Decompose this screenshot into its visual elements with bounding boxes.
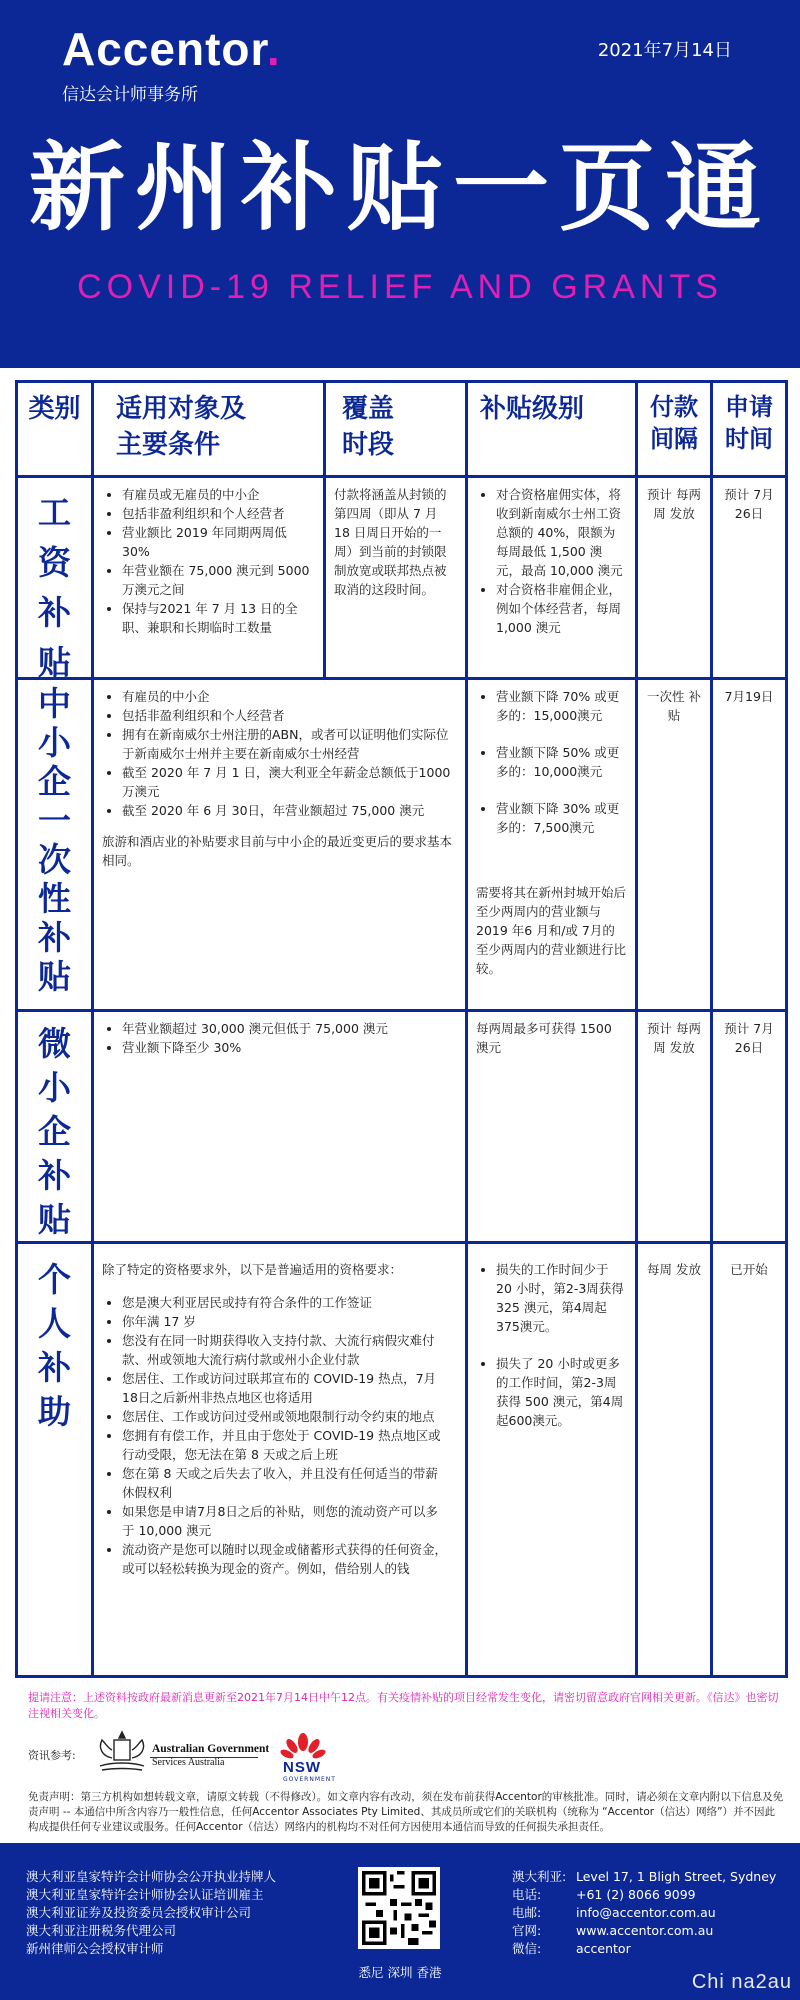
page-subtitle: COVID-19 RELIEF AND GRANTS [77, 268, 723, 306]
header-payment-line1: 付款 [650, 393, 698, 421]
apply-cell [710, 1012, 788, 1241]
header-eligibility-line2: 主要条件 [116, 430, 221, 460]
eligibility-list [102, 485, 315, 637]
header-banner [0, 0, 800, 368]
watermark: Chi na2au [691, 1971, 792, 1993]
table-row-individual-support [15, 1241, 788, 1675]
contact-phone [512, 1886, 776, 1904]
header-category [15, 383, 91, 475]
level-cell [465, 680, 635, 1009]
list-item: • 营业额下降 30% 或更多的：7,500澳元 [496, 799, 627, 837]
eligibility-cell [91, 1244, 465, 1675]
eligibility-list [102, 1019, 457, 1057]
nsw-logo-text: NSW [283, 1759, 321, 1776]
eligibility-list [102, 687, 457, 820]
category-char: 企 [38, 1112, 71, 1151]
gov-divider [150, 1757, 258, 1758]
category-char: 补 [38, 1348, 71, 1387]
list-item: • 有雇员或无雇员的中小企 [122, 485, 315, 504]
apply-cell [710, 1244, 788, 1675]
list-item: • 您拥有有偿工作，并且由于您处于 COVID-19 热点地区或行动受限，您无法在第 8 天或之后上班 [122, 1426, 447, 1464]
list-item: • 您在第 8 天或之后失去了收入，并且没有任何适当的带薪休假权利 [122, 1464, 447, 1502]
payment-text: 预计 每两周 发放 [647, 1021, 701, 1055]
list-item: • 流动资产是您可以随时以现金或储蓄形式获得的任何资金，或可以轻松转换为现金的资产。例如，借给别人的钱 [122, 1540, 447, 1578]
payment-text: 一次性 补贴 [647, 689, 701, 723]
contact-label: 电邮: [512, 1905, 542, 1920]
apply-text: 7月19日 [724, 689, 774, 704]
list-item: • 拥有在新南威尔士州注册的ABN，或者可以证明他们实际位于新南威尔士州并主要在新南威尔士州经营 [122, 725, 457, 763]
category-char: 补 [38, 593, 71, 632]
eligibility-cell [91, 1012, 465, 1241]
contact-value[interactable]: info@accentor.com.au [576, 1905, 716, 1920]
eligibility-note: 旅游和酒店业的补贴要求目前与中小企的最近变更后的要求基本相同。 [102, 834, 453, 868]
header-payment-line2: 间隔 [650, 425, 698, 453]
apply-cell [710, 680, 788, 1009]
category-char: 贴 [38, 957, 71, 996]
category-char: 次 [38, 840, 71, 879]
australian-government-logo [152, 1742, 269, 1770]
list-item: • 损失的工作时间少于 20 小时，第2-3周获得 325 澳元，第4周起375澳元。 [496, 1260, 627, 1336]
logo-text: Accentor [62, 23, 267, 75]
category-individual-support [15, 1244, 91, 1675]
list-item: • 营业额下降至少 30% [122, 1038, 457, 1057]
header-apply-line1: 申请 [725, 393, 773, 421]
category-char: 一 [38, 801, 71, 840]
category-char: 助 [38, 1392, 71, 1431]
level-cell [465, 478, 635, 677]
header-eligibility [91, 383, 323, 475]
references-label: 资讯参考: [28, 1749, 76, 1762]
list-item: • 包括非盈利组织和个人经营者 [122, 706, 457, 725]
category-sme-one-off [15, 680, 91, 1009]
credential-item: 澳大利亚皇家特许会计师协会公开执业持牌人 [26, 1869, 277, 1884]
contact-value[interactable]: +61 (2) 8066 9099 [576, 1887, 696, 1902]
category-wage-subsidy [15, 478, 91, 677]
category-char: 人 [38, 1304, 71, 1343]
logo-dot: . [266, 23, 281, 75]
category-char: 企 [38, 762, 71, 801]
credential-item: 澳大利亚皇家特许会计师协会认证培训雇主 [26, 1887, 264, 1902]
contact-label: 微信: [512, 1941, 542, 1956]
category-char: 中 [38, 684, 71, 723]
table-header-row [15, 380, 788, 475]
update-notice: 提请注意：上述资料按政府最新消息更新至2021年7月14日中午12点。有关疫情补贴的项目经常发生变化，请密切留意政府官网相关更新。《信达》也密切注视相关变化。 [28, 1691, 779, 1720]
category-char: 贴 [38, 1200, 71, 1239]
header-payment [635, 383, 710, 475]
apply-text: 预计 7月26日 [724, 487, 774, 521]
category-char: 小 [38, 723, 71, 762]
table-row-wage-subsidy [15, 475, 788, 677]
list-item: • 您是澳大利亚居民或持有符合条件的工作签证 [122, 1293, 447, 1312]
contact-label: 官网: [512, 1923, 542, 1938]
eligibility-cell [91, 680, 465, 1009]
page-title: 新州补贴一页通 [29, 132, 771, 244]
category-char: 个 [38, 1260, 71, 1299]
list-item: • 保持与2021 年 7 月 13 日的全职、兼职和长期临时工数量 [122, 599, 315, 637]
list-item: • 营业额下降 50% 或更多的：10,000澳元 [496, 743, 627, 781]
level-text: 每两周最多可获得 1500 澳元 [476, 1021, 612, 1055]
list-item: • 对合资格雇佣实体，将收到新南威尔士州工资总额的 40%，限额为每周最低 1,500 澳元，最高 10,000 澳元 [496, 485, 627, 580]
payment-cell [635, 478, 710, 677]
contact-wechat [512, 1940, 776, 1958]
list-item: • 如果您是申请7月8日之后的补贴，则您的流动资产可以多于 10,000 澳元 [122, 1502, 447, 1540]
level-list [476, 687, 627, 837]
list-item: • 损失了 20 小时或更多的工作时间，第2-3周获得 500 澳元，第4周起600澳元。 [496, 1354, 627, 1430]
payment-text: 预计 每两周 发放 [647, 487, 701, 521]
list-item: • 您居住、工作或访问过联邦宣布的 COVID-19 热点，7月18日之后新州非热点地区也将适用 [122, 1369, 447, 1407]
list-item: • 营业额比 2019 年同期两周低 30% [122, 523, 315, 561]
category-char: 微 [38, 1024, 71, 1063]
header-period-line2: 时段 [342, 430, 395, 460]
level-note: 需要将其在新州封城开始后至少两周内的营业额与2019 年6 月和/或 7月的至少两周内的营业额进行比较。 [476, 885, 627, 976]
category-char: 小 [38, 1068, 71, 1107]
eligibility-cell [91, 478, 323, 677]
header-category-label: 类别 [28, 394, 81, 424]
contact-website [512, 1922, 776, 1940]
credentials-list [26, 1868, 276, 1958]
list-item: • 您没有在同一时期获得收入支持付款、大流行病假灾难付款、州或领地大流行病付款或州小企业付款 [122, 1331, 447, 1369]
level-list [476, 485, 627, 637]
header-eligibility-line1: 适用对象及 [116, 394, 247, 424]
contact-value: Level 17, 1 Bligh Street, Sydney [576, 1869, 777, 1884]
header-period [323, 383, 465, 475]
credential-item: 澳大利亚注册税务代理公司 [26, 1923, 177, 1938]
disclaimer: 免责声明：第三方机构如想转载文章，请原文转载（不得修改）。如文章内容有改动，须在发布前获得Accentor的审核批准。同时，请必须在文章内附以下信息及免责声明 -- 本通信中所含内容乃一般性信息，任何Accentor Associates Pty Limited、其成员所或它们的关联机构（统称为 “Accentor（信达）网络”）并不因此构成提供任何专业建议或服务。任何Accentor（信达）网络内的机构均不对任何方因使用本通信而导致的任何损失承担责任。 [28, 1791, 784, 1833]
category-char: 补 [38, 918, 71, 957]
australian-coat-of-arms-icon [92, 1730, 152, 1774]
gov-name-line2: Services Australia [152, 1757, 225, 1768]
credential-item: 澳大利亚证券及投资委员会授权审计公司 [26, 1905, 252, 1920]
contact-label: 电话: [512, 1887, 542, 1902]
qr-code-icon [362, 1871, 436, 1945]
apply-text: 预计 7月26日 [724, 1021, 774, 1055]
level-list [476, 1260, 627, 1430]
payment-cell [635, 680, 710, 1009]
contact-details [512, 1868, 776, 1958]
credential-item: 新州律师公会授权审计师 [26, 1941, 164, 1956]
list-item: • 有雇员的中小企 [122, 687, 457, 706]
category-char: 资 [38, 543, 71, 582]
payment-cell [635, 1012, 710, 1241]
header-period-line1: 覆盖 [342, 394, 395, 424]
payment-cell [635, 1244, 710, 1675]
list-item: • 年营业额超过 30,000 澳元但低于 75,000 澳元 [122, 1019, 457, 1038]
office-cities: 悉尼 深圳 香港 [358, 1965, 442, 1980]
contact-label: 澳大利亚: [512, 1869, 567, 1884]
category-char: 性 [38, 879, 71, 918]
header-level-label: 补贴级别 [480, 394, 585, 424]
table-row-sme-one-off [15, 677, 788, 1009]
nsw-logo-subtext: GOVERNMENT [283, 1776, 336, 1783]
apply-cell [710, 478, 788, 677]
list-item: • 年营业额在 75,000 澳元到 5000 万澳元之间 [122, 561, 315, 599]
eligibility-list [102, 1293, 457, 1578]
list-item: • 截至 2020 年 6 月 30日，年营业额超过 75,000 澳元 [122, 801, 457, 820]
list-item: • 你年满 17 岁 [122, 1312, 447, 1331]
header-apply-line2: 时间 [725, 425, 773, 453]
period-text: 付款将涵盖从封锁的第四周（即从 7 月 18 日周日开始的一周）到当前的封锁限制放宽或联邦热点被取消的这段时间。 [334, 487, 447, 597]
contact-value: accentor [576, 1941, 631, 1956]
list-item: • 您居住、工作或访问过受州或领地限制行动令约束的地点 [122, 1407, 447, 1426]
table-row-micro-business [15, 1009, 788, 1241]
period-cell [323, 478, 465, 677]
contact-email [512, 1904, 776, 1922]
publish-date: 2021年7月14日 [597, 40, 732, 61]
header-apply [710, 383, 788, 475]
wechat-qr-code[interactable] [358, 1867, 440, 1949]
contact-value[interactable]: www.accentor.com.au [576, 1923, 714, 1938]
table-bottom-border [15, 1675, 788, 1678]
subbrand-name: 信达会计师事务所 [62, 85, 198, 105]
category-char: 补 [38, 1156, 71, 1195]
accentor-logo [62, 22, 281, 76]
list-item: • 营业额下降 70% 或更多的：15,000澳元 [496, 687, 627, 725]
level-cell [465, 1012, 635, 1241]
category-micro-business [15, 1012, 91, 1241]
footer [0, 1843, 800, 2000]
list-item: • 对合资格非雇佣企业，例如个体经营者，每周1,000 澳元 [496, 580, 627, 637]
category-char: 贴 [38, 643, 71, 677]
list-item: • 截至 2020 年 7 月 1 日，澳大利亚全年薪金总额低于1000万澳元 [122, 763, 457, 801]
header-level [465, 383, 635, 475]
level-cell [465, 1244, 635, 1675]
category-char: 工 [38, 493, 71, 532]
list-item: • 包括非盈利组织和个人经营者 [122, 504, 315, 523]
payment-text: 每周 发放 [647, 1262, 701, 1277]
eligibility-intro: 除了特定的资格要求外，以下是普遍适用的资格要求： [102, 1262, 403, 1277]
contact-address [512, 1868, 776, 1886]
apply-text: 已开始 [730, 1262, 768, 1277]
gov-name-line1: Australian Government [152, 1743, 270, 1755]
